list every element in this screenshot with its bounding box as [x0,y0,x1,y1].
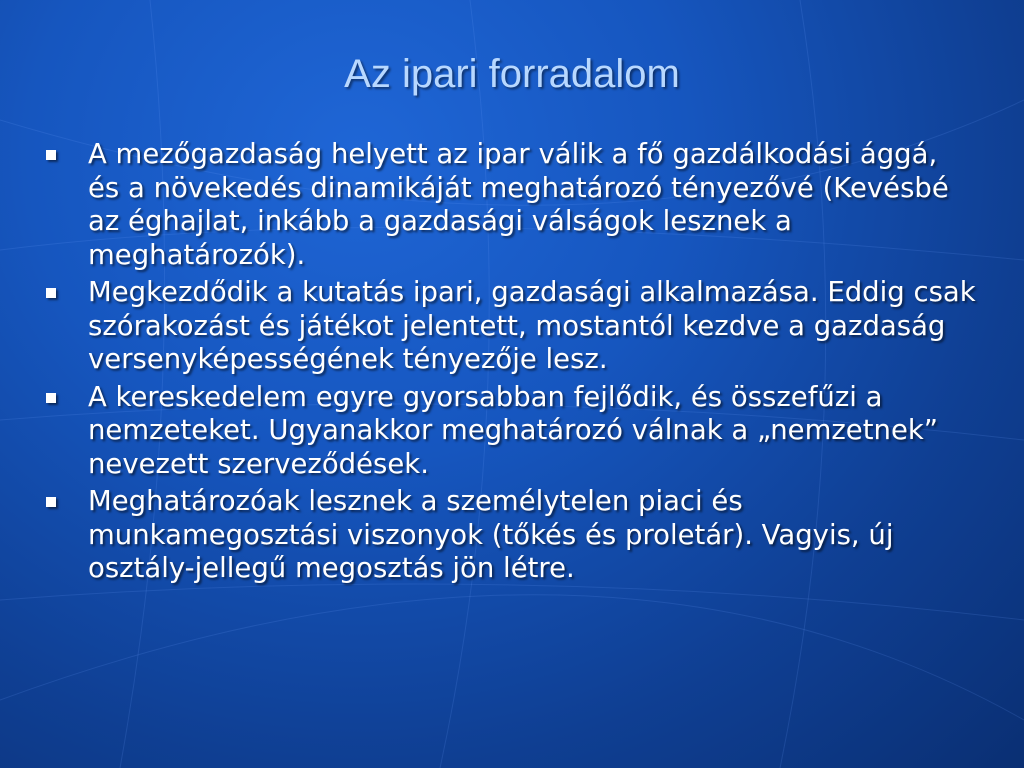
square-bullet-icon [46,497,56,507]
bullet-list [46,138,976,590]
bullet-text: Megkezdődik a kutatás ipari, gazdasági alkalmazása. Eddig csak szórakozást és játékot jelentett, mostantól kezdve a gazdaság versenyképességének tényezője lesz. [88,276,976,375]
bullet-item [46,485,976,586]
square-bullet-icon [46,393,56,403]
slide-title: Az ipari forradalom [344,52,680,96]
bullet-item [46,138,976,272]
bullet-text: A mezőgazdaság helyett az ipar válik a fő gazdálkodási ággá, és a növekedés dinamikáját meghatározó tényezővé (Kevésbé az éghajlat, inkább a gazdasági válságok lesznek a meghatározók). [88,138,949,271]
square-bullet-icon [46,288,56,298]
bullet-text: Meghatározóak lesznek a személytelen piaci és munkamegosztási viszonyok (tőkés és proletár). Vagyis, új osztály-jellegű megosztás jön létre. [88,485,894,584]
bullet-text: A kereskedelem egyre gyorsabban fejlődik, és összefűzi a nemzeteket. Ugyanakkor meghatározó válnak a „nemzetnek” nevezett szerveződések. [88,380,939,480]
square-bullet-icon [46,150,56,160]
bullet-item [46,276,976,377]
bullet-item [46,381,976,482]
